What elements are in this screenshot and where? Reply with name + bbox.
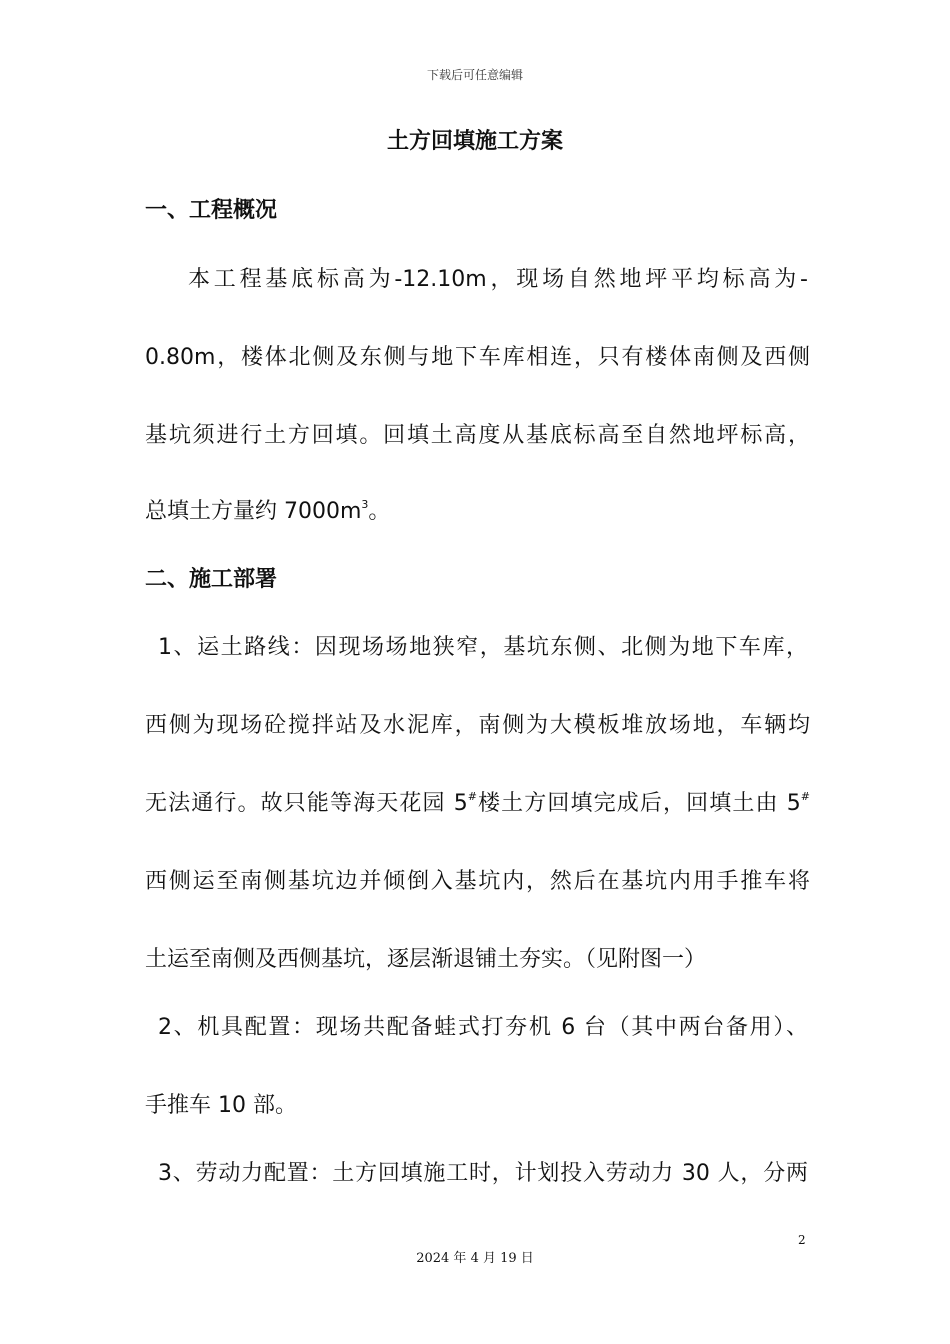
text-span: 无法通行。故只能等海天花园 5 <box>145 791 468 816</box>
section-heading-deployment: 二、施工部署 <box>145 567 278 592</box>
superscript: # <box>467 790 477 803</box>
paragraph-line: 基坑须进行土方回填。回填土高度从基底标高至自然地坪标高， <box>145 423 810 448</box>
paragraph-line: 本工程基底标高为-12.10m，现场自然地坪平均标高为- <box>188 267 808 292</box>
section-heading-overview: 一、工程概况 <box>145 198 278 223</box>
text-span: 。 <box>368 499 391 524</box>
superscript: # <box>800 790 810 803</box>
paragraph-line: 0.80m，楼体北侧及东侧与地下车库相连，只有楼体南侧及西侧 <box>145 345 810 370</box>
paragraph-line: 西侧运至南侧基坑边并倾倒入基坑内，然后在基坑内用手推车将 <box>145 869 810 894</box>
paragraph-line: 1、运土路线：因现场场地狭窄，基坑东侧、北侧为地下车库， <box>158 635 808 660</box>
page-number: 2 <box>798 1233 806 1247</box>
footer-date: 2024 年 4 月 19 日 <box>416 1251 534 1266</box>
paragraph-line: 手推车 10 部。 <box>145 1093 297 1118</box>
text-span: 楼土方回填完成后，回填土由 5 <box>476 791 801 816</box>
paragraph-line: 3、劳动力配置：土方回填施工时，计划投入劳动力 30 人，分两 <box>158 1161 808 1186</box>
superscript: 3 <box>361 498 369 511</box>
paragraph-line <box>145 494 810 525</box>
document-title: 土方回填施工方案 <box>386 129 563 154</box>
paragraph-line: 2、机具配置：现场共配备蛙式打夯机 6 台（其中两台备用）、 <box>158 1015 808 1040</box>
paragraph-line <box>145 786 810 817</box>
header-note: 下载后可任意编辑 <box>426 68 523 82</box>
paragraph-line: 西侧为现场砼搅拌站及水泥库，南侧为大模板堆放场地，车辆均 <box>145 713 810 738</box>
paragraph-line: 土运至南侧及西侧基坑，逐层渐退铺土夯实。（见附图一） <box>145 947 707 972</box>
text-span: 总填土方量约 7000m <box>145 499 362 524</box>
